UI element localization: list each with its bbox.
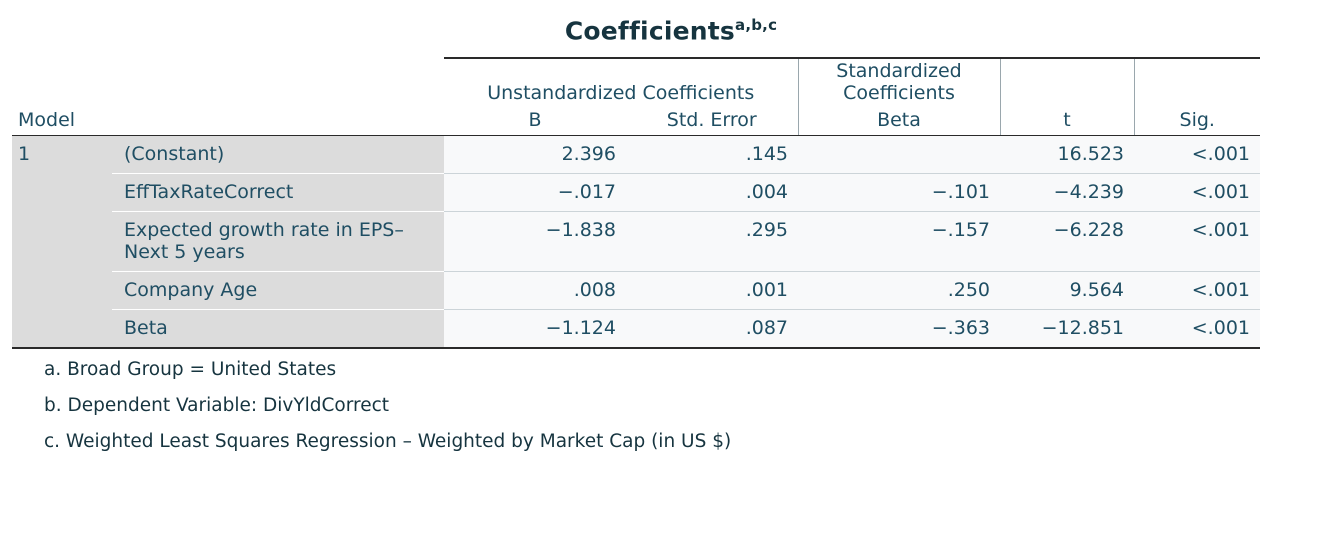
std-error-value-cell: .087 bbox=[626, 310, 798, 348]
footnote-a: a. Broad Group = United States bbox=[44, 358, 337, 380]
sig-value-cell: <.001 bbox=[1134, 173, 1260, 211]
group-header-standardized-line1: Standardized bbox=[836, 60, 962, 83]
std-error-value-cell: .295 bbox=[626, 211, 798, 272]
beta-value-cell: −.101 bbox=[798, 173, 1000, 211]
b-value-cell: −1.124 bbox=[444, 310, 626, 348]
variable-name-cell: Expected growth rate in EPS– Next 5 years bbox=[112, 211, 444, 272]
footnotes bbox=[44, 359, 1342, 454]
sig-value-cell: <.001 bbox=[1134, 272, 1260, 310]
b-value-cell: .008 bbox=[444, 272, 626, 310]
std-error-value-cell: .004 bbox=[626, 173, 798, 211]
std-error-value-cell: .001 bbox=[626, 272, 798, 310]
table-row bbox=[12, 173, 1260, 211]
b-value-cell: −1.838 bbox=[444, 211, 626, 272]
t-value-cell: 16.523 bbox=[1000, 136, 1134, 174]
sig-value-cell: <.001 bbox=[1134, 136, 1260, 174]
table-row bbox=[12, 272, 1260, 310]
group-header-sig-spacer bbox=[1134, 58, 1260, 107]
table-row bbox=[12, 310, 1260, 348]
beta-value-cell: −.157 bbox=[798, 211, 1000, 272]
column-header-b: B bbox=[528, 109, 542, 132]
t-value-cell: −12.851 bbox=[1000, 310, 1134, 348]
page-title-text: Coefficients bbox=[564, 16, 736, 46]
header-top-rule-row bbox=[12, 58, 1260, 107]
footnote-c: c. Weighted Least Squares Regression – Weighted by Market Cap (in US $) bbox=[44, 431, 732, 453]
table-row bbox=[12, 211, 1260, 272]
column-header-t: t bbox=[1000, 107, 1134, 135]
beta-value-cell: .250 bbox=[798, 272, 1000, 310]
group-header-standardized bbox=[798, 58, 1000, 107]
column-header-std-error: Std. Error bbox=[666, 109, 757, 132]
column-header-model: Model bbox=[18, 109, 76, 132]
sig-value-cell: <.001 bbox=[1134, 310, 1260, 348]
variable-name-cell: EffTaxRateCorrect bbox=[112, 173, 444, 211]
t-value-cell: −6.228 bbox=[1000, 211, 1134, 272]
variable-name-cell: Beta bbox=[112, 310, 444, 348]
table-header bbox=[12, 58, 1260, 135]
beta-value-cell bbox=[798, 136, 1000, 174]
model-number-cell: 1 bbox=[12, 136, 112, 348]
table-row bbox=[12, 136, 1260, 174]
b-value-cell: 2.396 bbox=[444, 136, 626, 174]
group-header-unstandardized: Unstandardized Coefficients bbox=[444, 58, 798, 107]
footnote-b: b. Dependent Variable: DivYldCorrect bbox=[44, 394, 390, 416]
page-title bbox=[0, 0, 1342, 45]
page-title-superscript: a,b,c bbox=[735, 16, 778, 34]
std-error-value-cell: .145 bbox=[626, 136, 798, 174]
column-header-row bbox=[12, 107, 1260, 135]
b-value-cell: −.017 bbox=[444, 173, 626, 211]
variable-name-cell: (Constant) bbox=[112, 136, 444, 174]
t-value-cell: 9.564 bbox=[1000, 272, 1134, 310]
variable-name-cell: Company Age bbox=[112, 272, 444, 310]
column-header-sig: Sig. bbox=[1179, 109, 1215, 132]
t-value-cell: −4.239 bbox=[1000, 173, 1134, 211]
table-bottom-rule-row bbox=[12, 348, 1260, 349]
coefficients-table bbox=[12, 57, 1260, 348]
table-body bbox=[12, 136, 1260, 349]
beta-value-cell: −.363 bbox=[798, 310, 1000, 348]
table-container bbox=[12, 57, 1330, 348]
sig-value-cell: <.001 bbox=[1134, 211, 1260, 272]
group-header-t-spacer bbox=[1000, 58, 1134, 107]
group-header-standardized-line2: Coefficients bbox=[843, 82, 955, 105]
column-header-beta: Beta bbox=[798, 107, 1000, 135]
